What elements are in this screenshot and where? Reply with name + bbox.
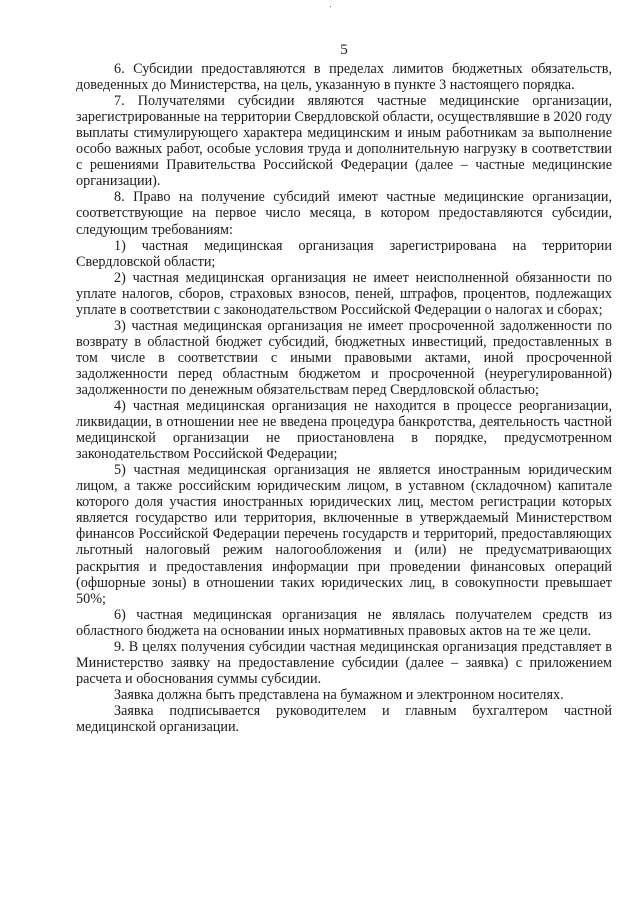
scan-dot [330, 6, 331, 7]
application-media-note: Заявка должна быть представлена на бумажном и электронном носителях. [114, 686, 564, 703]
page-number: 5 [340, 42, 348, 58]
requirement-5-foreign-entity: 5) частная медицинская организация не является иностранным юридическим лицом, а также российским юридическим лицом, в уставном (складочном) капитале которого доля участия иностранных юридических лиц, местом регистрации которых является государство или территория, включенные в утверждаемый Министерством финансов Российской Федерации перечень государств и территорий, предоставляющих льготный налоговый режим налогообложения и (или) не предусматривающих раскрытия и предоставления информации при проведении финансовых операций (офшорные зоны) в отношении таких юридических лиц, в совокупности превышает 50%; [76, 462, 612, 607]
requirement-6-other-funds: 6) частная медицинская организация не являлась получателем средств из областного бюджета на основании иных нормативных правовых актов на те же цели. [76, 606, 612, 639]
requirement-3-overdue-debt: 3) частная медицинская организация не имеет просроченной задолженности по возврату в областной бюджет субсидий, бюджетных инвестиций, предоставленных в том числе в соответствии с иными правовыми актами, иной просроченной задолженности перед областным бюджетом и просроченной (неурегулированной) задолженности по денежным обязательствам перед Свердловской областью; [76, 317, 612, 398]
requirement-2-tax-obligations: 2) частная медицинская организация не имеет неисполненной обязанности по уплате налогов, сборов, страховых взносов, пеней, штрафов, процентов, подлежащих уплате в соответствии с законодательством Российской Федерации о налогах и сборах; [76, 269, 612, 318]
document-page [76, 42, 612, 735]
paragraph-7-recipients: 7. Получателями субсидии являются частные медицинские организации, зарегистрированные на территории Свердловской области, осуществлявшие в 2020 году выплаты стимулирующего характера медицинским и иным работникам за выполнение особо важных работ, особые условия труда и дополнительную нагрузку в соответствии с решениями Правительства Российской Федерации (далее – частные медицинские организации). [76, 93, 612, 190]
paragraph-9-application: 9. В целях получения субсидии частная медицинская организация представляет в Министерство заявку на предоставление субсидии (далее – заявка) с приложением расчета и обоснования суммы субсидии. [76, 638, 612, 687]
paragraph-8-eligibility: 8. Право на получение субсидий имеют частные медицинские организации, соответствующие на первое число месяца, в котором предоставляются субсидии, следующим требованиям: [76, 189, 612, 238]
application-signature-note: Заявка подписывается руководителем и главным бухгалтером частной медицинской организации. [76, 702, 612, 735]
paragraph-6-subsidy-limits: 6. Субсидии предоставляются в пределах лимитов бюджетных обязательств, доведенных до Министерства, на цель, указанную в пункте 3 настоящего порядка. [76, 61, 612, 94]
requirement-4-reorganization: 4) частная медицинская организация не находится в процессе реорганизации, ликвидации, в отношении нее не введена процедура банкротства, деятельность частной медицинской организации не приостановлена в порядке, предусмотренном законодательством Российской Федерации; [76, 398, 612, 463]
requirement-1-registration: 1) частная медицинская организация зарегистрирована на территории Свердловской области; [76, 237, 612, 270]
